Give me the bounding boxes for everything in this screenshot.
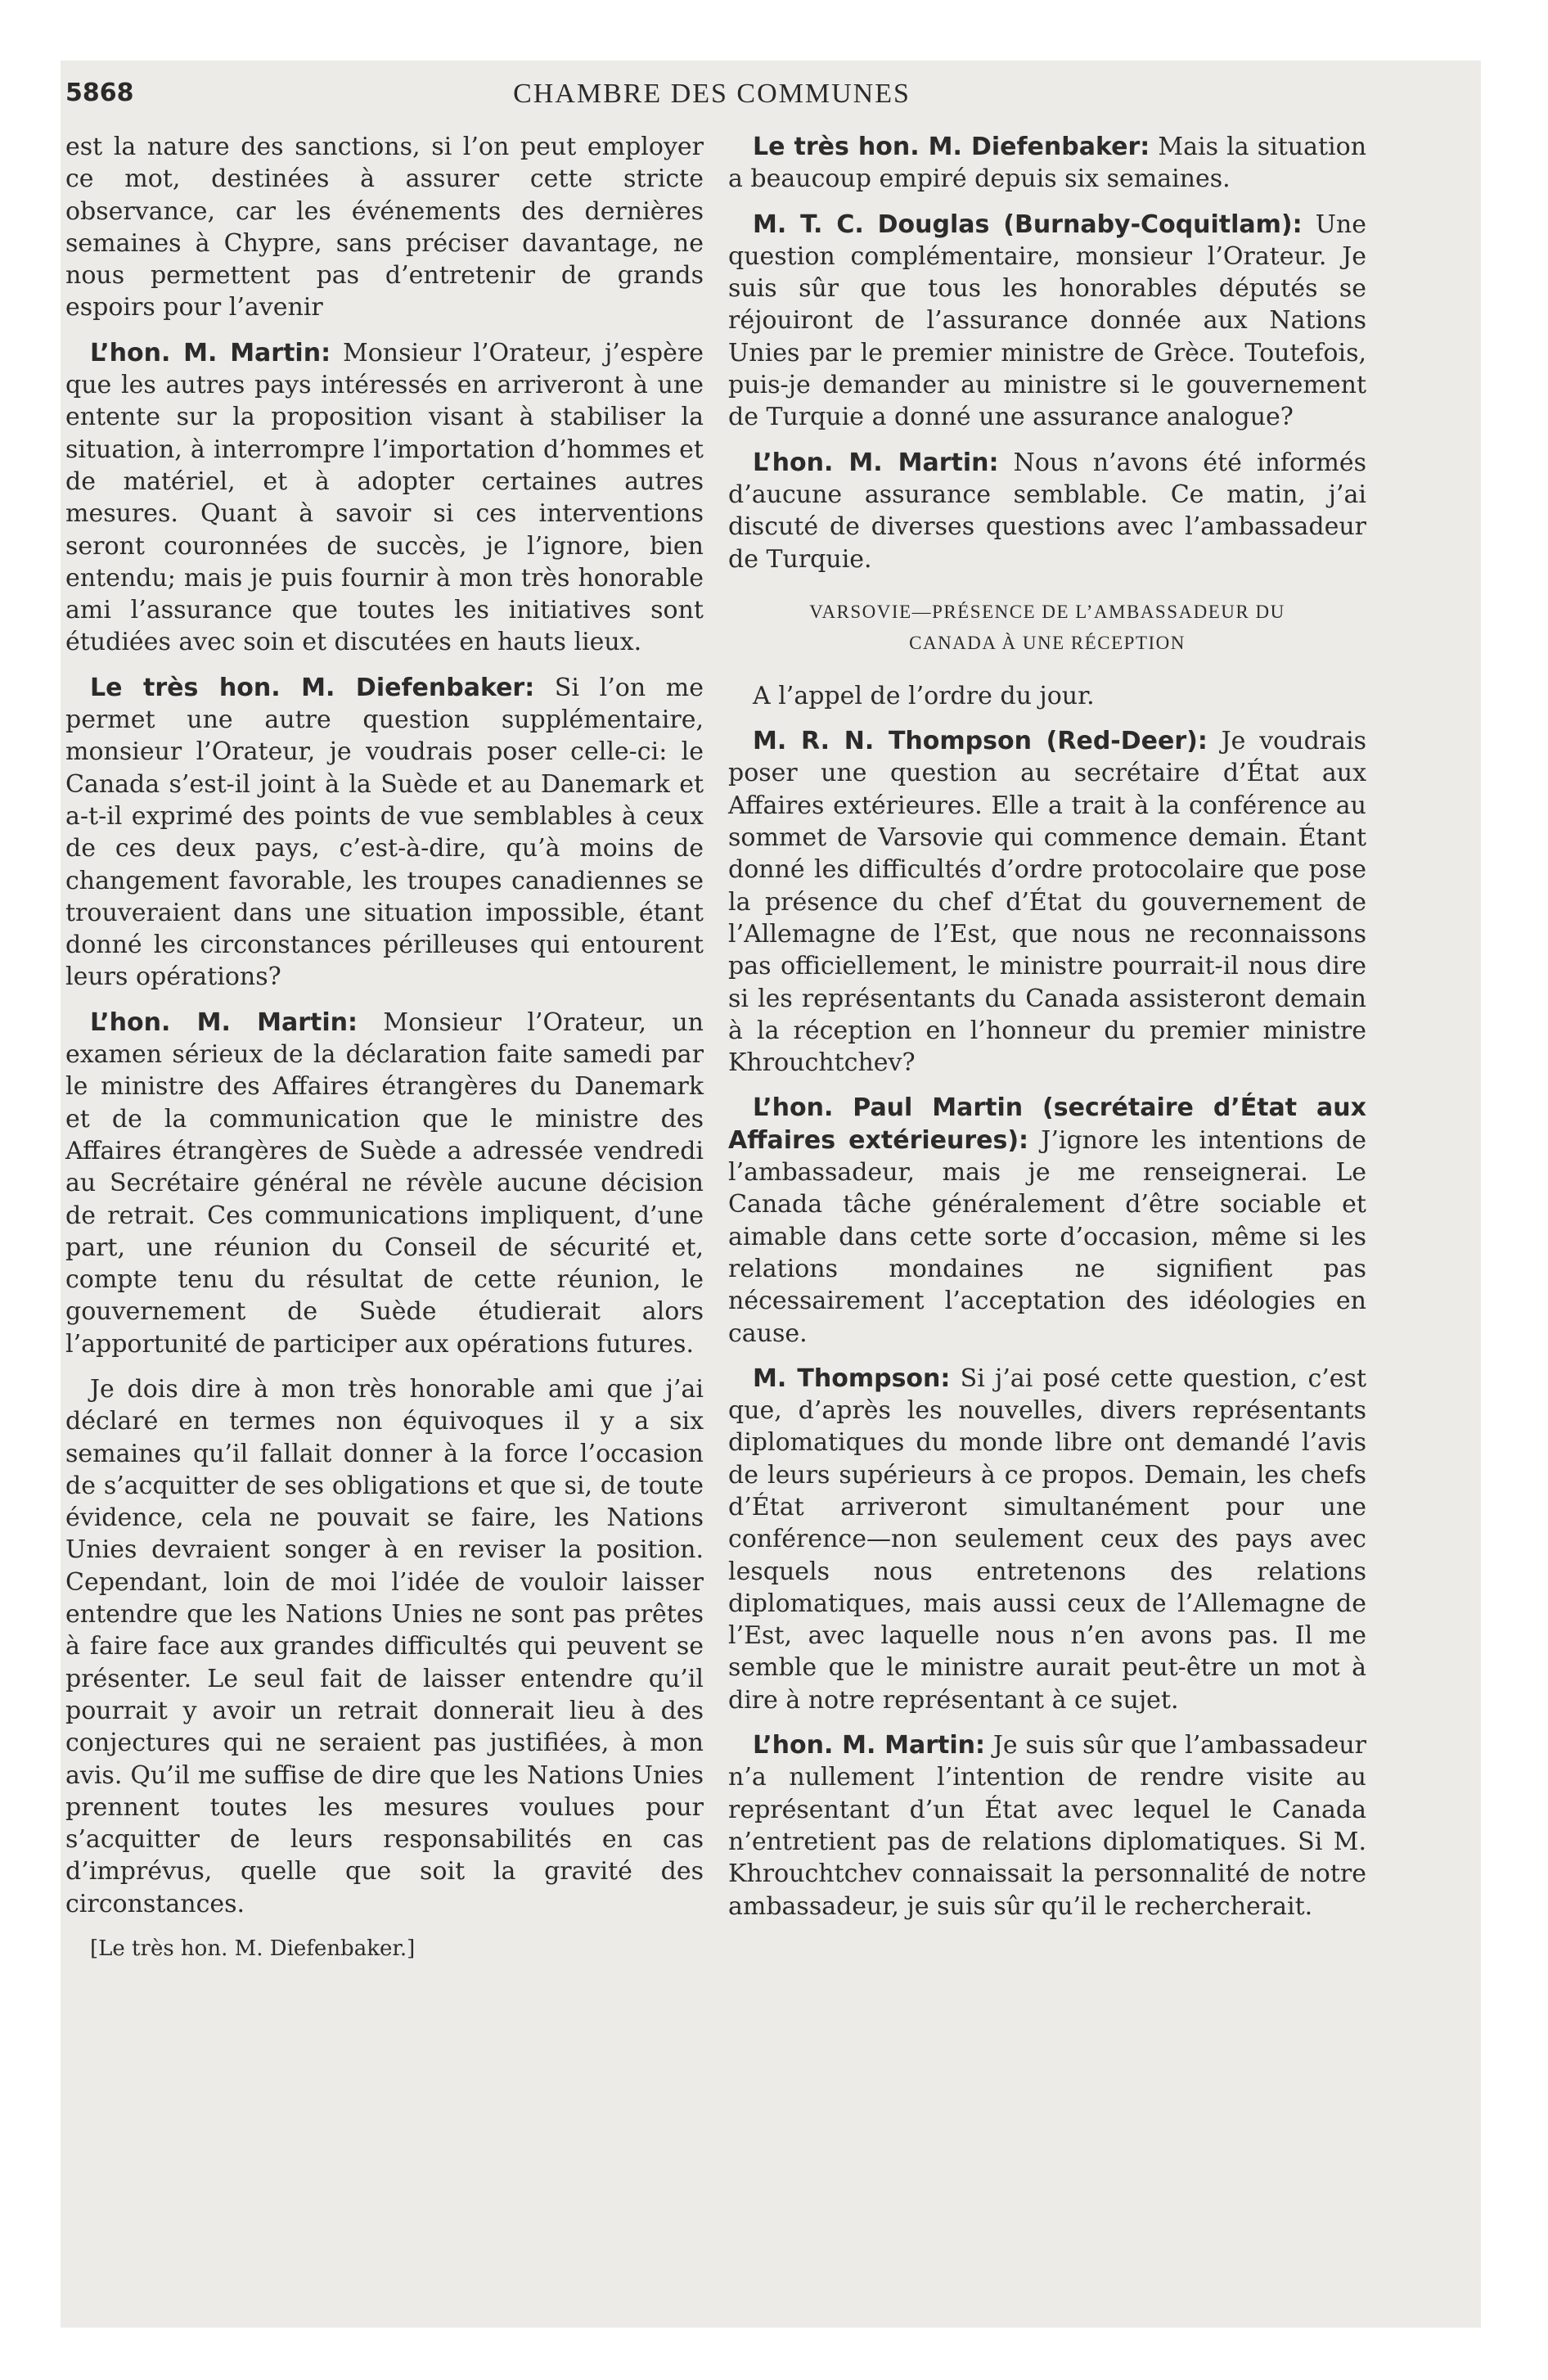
speech-text: Je voudrais poser une question au secrétaire d’État aux Affaires extérieures. Elle a trait à la conférence au sommet de Varsovie qui commence demain. Étant donné les difficultés d’ordre protocolaire que pose la présence du chef d’État du gouvernement de l’Allemagne de l’Est, que nous ne reconnaissons pas officiellement, le ministre pourrait-il nous dire si les représentants du Canada assisteront demain à la réception en l’honneur du premier ministre Khrouchtchev? [728, 727, 1366, 1078]
speech-text: Une question complémentaire, monsieur l’Orateur. Je suis sûr que tous les honorables députés se réjouiront de l’assurance donnée aux Nations Unies par le premier ministre de Grèce. Toutefois, puis-je demander au ministre si le gouvernement de Turquie a donné une assurance analogue? [728, 210, 1366, 432]
paragraph [728, 447, 1366, 575]
section-heading [728, 597, 1366, 659]
speech-text: Monsieur l’Orateur, un examen sérieux de la déclaration faite samedi par le ministre des Affaires étrangères du Danemark et de la communication que le ministre des Affaires étrangères de Suède a adressée vendredi au Secrétaire général ne révèle aucune décision de retrait. Ces communications impliquent, d’une part, une réunion du Conseil de sécurité et, compte tenu du résultat de cette réunion, le gouvernement de Suède étudierait alors l’apportunité de participer aux opérations futures. [65, 1007, 704, 1359]
paragraph: est la nature des sanctions, si l’on peut employer ce mot, destinées à assurer cette stricte observance, car les événements des dernières semaines à Chypre, sans préciser davantage, ne nous permettent pas d’entretenir de grands espoirs pour l’avenir [65, 133, 704, 322]
speaker-name: M. R. N. Thompson (Red-Deer): [753, 727, 1208, 756]
speaker-name: L’hon. M. Martin: [90, 338, 331, 367]
paragraph [65, 672, 704, 994]
speaker-name: M. T. C. Douglas (Burnaby-Coquitlam): [753, 210, 1303, 239]
speaker-name: L’hon. M. Martin: [90, 1007, 358, 1037]
speech-text: J’ignore les intentions de l’ambassadeur, mais je me renseignerai. Le Canada tâche généralement d’être sociable et aimable dans cette sorte d’occasion, même si les relations mondaines ne signifient pas nécessairement l’acceptation des idéologies en cause. [728, 1125, 1366, 1348]
section-heading-line: CANADA À UNE RÉCEPTION [909, 632, 1186, 653]
speaker-name: M. Thompson: [753, 1364, 951, 1393]
right-column [728, 131, 1366, 1936]
page-title: CHAMBRE DES COMMUNES [513, 79, 911, 109]
section-heading-line: VARSOVIE—PRÉSENCE DE L’AMBASSADEUR DU [809, 601, 1285, 622]
speech-text: Si l’on me permet une autre question supplémentaire, monsieur l’Orateur, je voudrais poser celle-ci: le Canada s’est-il joint à la Suède et au Danemark et a-t-il exprimé des points de vue semblables à ceux de ces deux pays, c’est-à-dire, qu’à moins de changement favorable, les troupes canadiennes se trouveraient dans une situation impossible, étant donné les circonstances périlleuses qui entourent leurs opérations? [65, 673, 704, 992]
speech-text: Mais la situation a beaucoup empiré depuis six semaines. [728, 133, 1367, 194]
left-column [65, 131, 704, 1965]
paragraph [728, 1092, 1366, 1349]
page-number: 5868 [65, 79, 134, 107]
speech-text: Je suis sûr que l’ambassadeur n’a nullement l’intention de rendre visite au représentant d’un État avec lequel le Canada n’entretient pas de relations diplomatiques. Si M. Khrouchtchev connaissait la personnalité de notre ambassadeur, je suis sûr qu’il le rechercherait. [728, 1731, 1366, 1921]
speaker-name: L’hon. M. Martin: [753, 448, 999, 477]
speaker-name: L’hon. M. Martin: [753, 1731, 985, 1760]
paragraph [728, 131, 1366, 196]
paragraph [65, 337, 704, 659]
speaker-name: Le très hon. M. Diefenbaker: [753, 133, 1150, 161]
paragraph [65, 1007, 704, 1360]
speech-text: Nous n’avons été informés d’aucune assurance semblable. Ce matin, j’ai discuté de diverses questions avec l’ambassadeur de Turquie. [728, 448, 1366, 574]
page-header [65, 79, 1358, 119]
speaker-name: Le très hon. M. Diefenbaker: [90, 673, 535, 702]
paragraph: A l’appel de l’ordre du jour. [753, 681, 1095, 710]
paragraph [728, 209, 1366, 434]
speech-text: Monsieur l’Orateur, j’espère que les autres pays intéressés en arriveront à une entente sur la proposition visant à stabiliser la situation, à interrompre l’importation d’hommes et de matériel, et à adopter certaines autres mesures. Quant à savoir si ces interventions seront couronnées de succès, je l’ignore, bien entendu; mais je puis fournir à mon très honorable ami l’assurance que toutes les initiatives sont étudiées avec soin et discutées en hauts lieux. [65, 338, 704, 657]
paragraph [728, 1363, 1366, 1716]
speech-text: Si j’ai posé cette question, c’est que, d’après les nouvelles, divers représentants diplomatiques du monde libre ont demandé l’avis de leurs supérieurs à ce propos. Demain, les chefs d’État arriveront simultanément pour une conférence—non seulement ceux des pays avec lesquels nous entretenons des relations diplomatiques, mais aussi ceux de l’Allemagne de l’Est, avec laquelle nous n’en avons pas. Il me semble que le ministre aurait peut-être un mot à dire à notre représentant à ce sujet. [728, 1364, 1366, 1715]
paragraph [728, 1729, 1366, 1922]
paragraph [728, 725, 1366, 1079]
speaker-name: L’hon. Paul Martin (secrétaire d’État aux Affaires extérieures): [728, 1093, 1366, 1155]
page-footnote: [Le très hon. M. Diefenbaker.] [90, 1936, 416, 1962]
paragraph: Je dois dire à mon très honorable ami que j’ai déclaré en termes non équivoques il y a six semaines qu’il fallait donner à la force l’occasion de s’acquitter de ses obligations et que si, de toute évidence, cela ne pouvait se faire, les Nations Unies devraient songer à en reviser la position. Cependant, loin de moi l’idée de vouloir laisser entendre que les Nations Unies ne sont pas prêtes à faire face aux grandes difficultés qui peuvent se présenter. Le seul fait de laisser entendre qu’il pourrait y avoir un retrait donnerait lieu à des conjectures qui ne seraient pas justifiées, à mon avis. Qu’il me suffise de dire que les Nations Unies prennent toutes les mesures voulues pour s’acquitter de leurs responsabilités en cas d’imprévus, quelle que soit la gravité des circonstances. [65, 1374, 704, 1918]
